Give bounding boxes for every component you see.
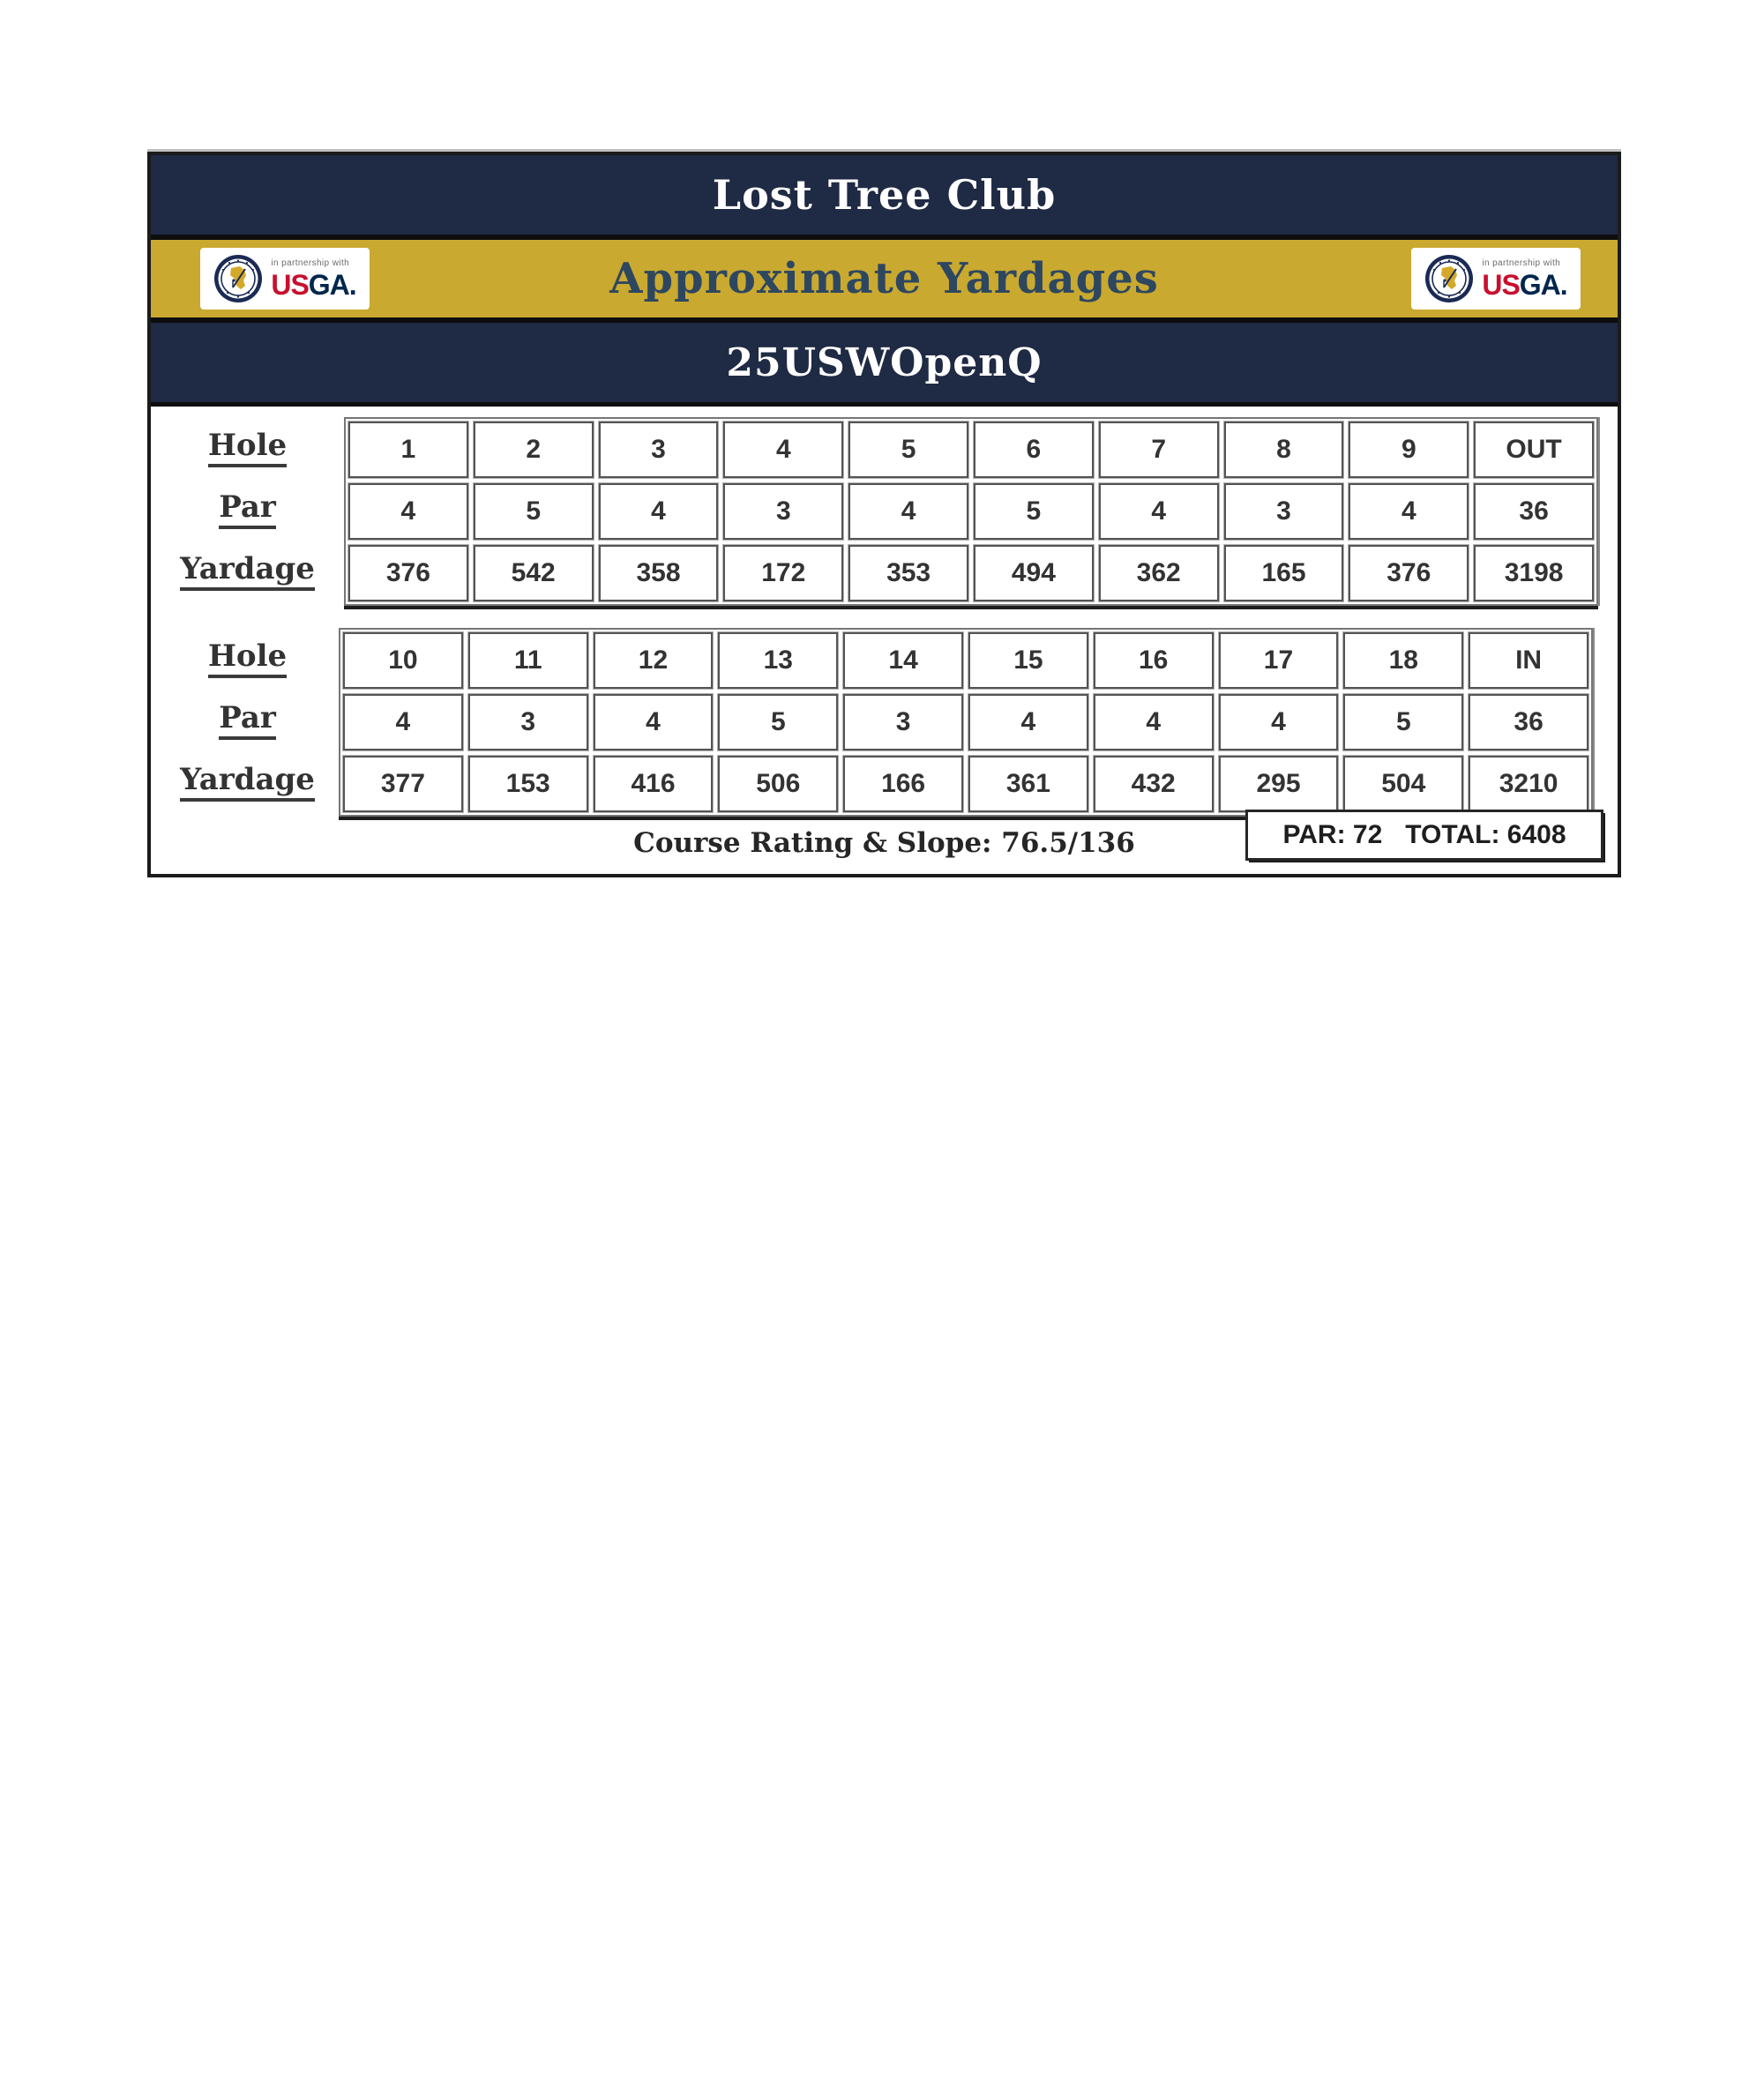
usga-logo-left xyxy=(200,248,370,310)
front-nine-par-cell: 3 xyxy=(723,483,843,540)
front-nine-par-cell: 5 xyxy=(474,483,594,540)
front-nine-par-cell: 4 xyxy=(599,483,719,540)
back-nine-holes-cell: 16 xyxy=(1094,632,1214,689)
par-total-box xyxy=(1245,810,1603,861)
back-nine-holes-cell: 14 xyxy=(843,632,963,689)
usga-ga-letters: GA. xyxy=(1519,268,1567,301)
front-nine-yardage-cell: 353 xyxy=(848,545,968,601)
front-nine-par-cell: 5 xyxy=(974,483,1094,540)
back-nine-yardage-cell: 377 xyxy=(343,756,463,812)
front-nine-row-labels xyxy=(151,417,344,602)
front-nine-holes-cell: 5 xyxy=(848,422,968,478)
usga-wordmark xyxy=(1482,259,1566,299)
club-name: Lost Tree Club xyxy=(712,171,1057,219)
back-nine-par-cell: 4 xyxy=(1094,694,1214,750)
usga-logo-right xyxy=(1411,248,1581,310)
front-nine-par-cell: 4 xyxy=(1349,483,1469,540)
total-yardage-label: TOTAL: 6408 xyxy=(1405,820,1566,849)
back-nine-par-cell: 3 xyxy=(843,694,963,750)
back-nine-par-cell: 4 xyxy=(968,694,1088,750)
front-nine-par-cell: 36 xyxy=(1474,483,1594,540)
front-nine-holes-cell: OUT xyxy=(1474,422,1594,478)
front-nine-holes-cell: 7 xyxy=(1099,422,1219,478)
back-nine-holes-cell: 17 xyxy=(1219,632,1339,689)
back-nine-holes-cell: 18 xyxy=(1343,632,1463,689)
back-nine-par-cell: 4 xyxy=(594,694,714,750)
back-nine-yardage-cell: 295 xyxy=(1219,756,1339,812)
back-nine-par-cell: 5 xyxy=(1343,694,1463,750)
back-nine-par-cell: 3 xyxy=(468,694,588,750)
front-nine-par-cell: 4 xyxy=(1099,483,1219,540)
scorecard-body xyxy=(151,407,1618,874)
usga-partner-text: in partnership with xyxy=(271,258,350,268)
yardage-row-label: Yardage xyxy=(180,763,315,802)
front-nine-holes-cell: 9 xyxy=(1349,422,1469,478)
yardage-card xyxy=(147,152,1621,877)
back-nine-yardage-cell: 416 xyxy=(594,756,714,812)
back-nine-yardage-cell: 166 xyxy=(843,756,963,812)
back-nine-yardage-cell: 361 xyxy=(968,756,1088,812)
front-nine-par-cell: 4 xyxy=(848,483,968,540)
usga-ga-letters: GA. xyxy=(308,268,356,301)
usga-letters xyxy=(1482,268,1567,301)
par-row-label: Par xyxy=(219,490,276,529)
front-nine-yardage-cell: 362 xyxy=(1099,545,1219,601)
back-nine-par-cell: 4 xyxy=(1219,694,1339,750)
back-nine-holes-cell: 15 xyxy=(968,632,1088,689)
back-nine-yardage-cell: 506 xyxy=(718,756,838,812)
front-nine-yardage-cell: 376 xyxy=(348,545,468,601)
usga-wordmark xyxy=(271,259,355,299)
front-nine-holes-cell: 4 xyxy=(723,422,843,478)
yardage-row-label: Yardage xyxy=(180,552,315,591)
front-nine-holes-cell: 1 xyxy=(348,422,468,478)
usga-us-letters: US xyxy=(1482,268,1520,301)
back-nine-row-labels xyxy=(151,628,344,813)
back-nine-holes-cell: 13 xyxy=(718,632,838,689)
back-nine-holes-cell: 12 xyxy=(594,632,714,689)
par-total-label: PAR: 72 xyxy=(1282,820,1383,849)
front-nine-holes-cell: 3 xyxy=(599,422,719,478)
club-header-bar xyxy=(151,155,1618,235)
back-nine-yardage-cell: 153 xyxy=(468,756,588,812)
back-nine-par-cell: 5 xyxy=(718,694,838,750)
back-nine-holes-cell: IN xyxy=(1469,632,1588,689)
hole-row-label: Hole xyxy=(208,429,287,467)
front-nine-grid xyxy=(344,417,1598,606)
front-nine-holes-cell: 2 xyxy=(474,422,594,478)
front-nine-yardage-cell: 172 xyxy=(723,545,843,601)
back-nine-yardage-cell: 504 xyxy=(1343,756,1463,812)
usga-seal-icon xyxy=(213,254,263,303)
front-nine-par-cell: 4 xyxy=(348,483,468,540)
usga-letters xyxy=(271,268,356,301)
back-nine-holes-cell: 10 xyxy=(343,632,463,689)
front-nine-holes-cell: 6 xyxy=(974,422,1094,478)
subtitle: Approximate Yardages xyxy=(609,254,1159,303)
back-nine-grid xyxy=(339,628,1593,817)
usga-seal-icon xyxy=(1424,254,1474,303)
event-code: 25USWOpenQ xyxy=(726,340,1043,385)
front-nine-yardage-cell: 358 xyxy=(599,545,719,601)
back-nine-par-cell: 36 xyxy=(1469,694,1588,750)
back-nine-par-cell: 4 xyxy=(343,694,463,750)
front-nine-yardage-cell: 542 xyxy=(474,545,594,601)
back-nine-yardage-cell: 432 xyxy=(1094,756,1214,812)
front-nine-yardage-cell: 165 xyxy=(1224,545,1344,601)
front-nine-yardage-cell: 3198 xyxy=(1474,545,1594,601)
front-nine-yardage-cell: 494 xyxy=(974,545,1094,601)
front-nine-holes-cell: 8 xyxy=(1224,422,1344,478)
hole-row-label: Hole xyxy=(208,639,287,678)
front-nine-yardage-cell: 376 xyxy=(1349,545,1469,601)
back-nine-holes-cell: 11 xyxy=(468,632,588,689)
usga-partner-text: in partnership with xyxy=(1482,258,1561,268)
front-nine-par-cell: 3 xyxy=(1224,483,1344,540)
course-rating-text: Course Rating & Slope: 76.5/136 xyxy=(633,827,1135,859)
back-nine-yardage-cell: 3210 xyxy=(1469,756,1588,812)
event-bar xyxy=(151,323,1618,402)
par-row-label: Par xyxy=(219,701,276,740)
subtitle-bar xyxy=(151,240,1618,317)
usga-us-letters: US xyxy=(271,268,309,301)
